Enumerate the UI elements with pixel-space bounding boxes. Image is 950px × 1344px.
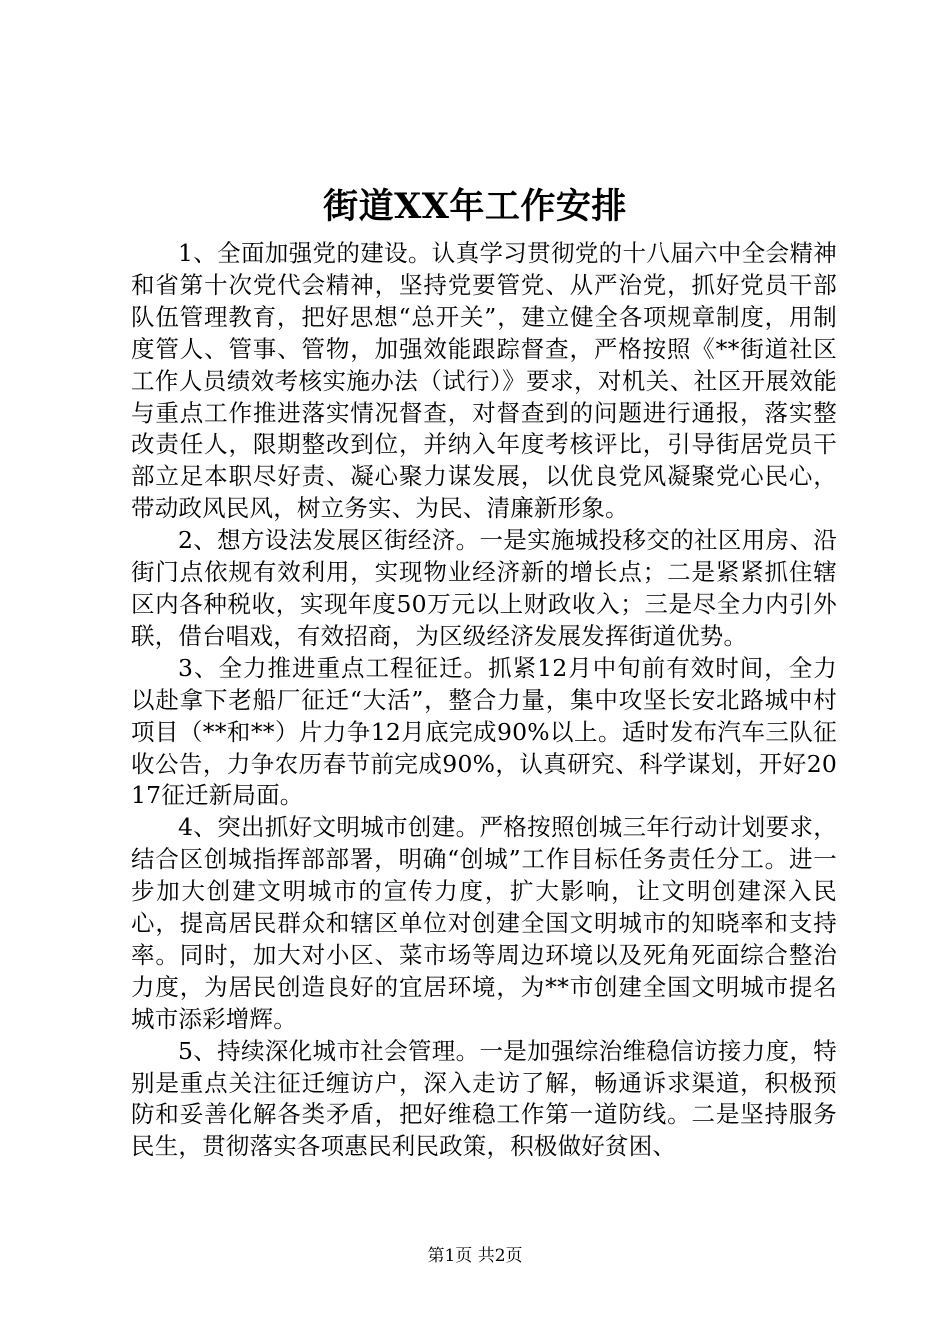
document-title: 街道XX年工作安排 (323, 186, 627, 227)
page-number-footer: 第1页 共2页 (427, 1246, 523, 1266)
paragraph-social-management: 5、持续深化城市社会管理。一是加强综治维稳信访接力度，特别是重点关注征迁缠访户，深入走访了解，畅通诉求渠道，积极预防和妥善化解各类矛盾，把好维稳工作第一道防线。二是坚持服务民生，贯彻落实各项惠民利民政策，积极做好贫困、 (131, 1036, 837, 1161)
paragraph-civilized-city: 4、突出抓好文明城市创建。严格按照创城三年行动计划要求，结合区创城指挥部部署，明确“创城”工作目标任务责任分工。进一步加大创建文明城市的宣传力度，扩大影响，让文明创建深入民心，提高居民群众和辖区单位对创建全国文明城市的知晓率和支持率。同时，加大对小区、菜市场等周边环境以及死角死面综合整治力度，为居民创造良好的宜居环境，为**市创建全国文明城市提名城市添彩增辉。 (131, 813, 837, 1033)
paragraph-party-building: 1、全面加强党的建设。认真学习贯彻党的十八届六中全会精神和省第十次党代会精神，坚持党要管党、从严治党，抓好党员干部队伍管理教育，把好思想“总开关”，建立健全各项规章制度，用制度管人、管事、管物，加强效能跟踪督查，严格按照《**街道社区工作人员绩效考核实施办法（试行）》要求，对机关、社区开展效能与重点工作推进落实情况督查，对督查到的问题进行通报，落实整改责任人，限期整改到位，并纳入年度考核评比，引导街居党员干部立足本职尽好责、凝心聚力谋发展，以优良党风凝聚党心民心，带动政风民风，树立务实、为民、清廉新形象。 (131, 239, 837, 523)
document-body (131, 238, 837, 1163)
paragraph-economy: 2、想方设法发展区街经济。一是实施城投移交的社区用房、沿街门点依规有效利用，实现物业经济新的增长点；二是紧紧抓住辖区内各种税收，实现年度50万元以上财政收入；三是尽全力内引外联，借台唱戏，有效招商，为区级经济发展发挥街道优势。 (131, 526, 837, 650)
paragraph-demolition: 3、全力推进重点工程征迁。抓紧12月中旬前有效时间，全力以赴拿下老船厂征迁“大活”，整合力量，集中攻坚长安北路城中村项目（**和**）片力争12月底完成90%以上。适时发布汽车三队征收公告，力争农历春节前完成90%，认真研究、科学谋划，开好2017征迁新局面。 (131, 653, 837, 810)
